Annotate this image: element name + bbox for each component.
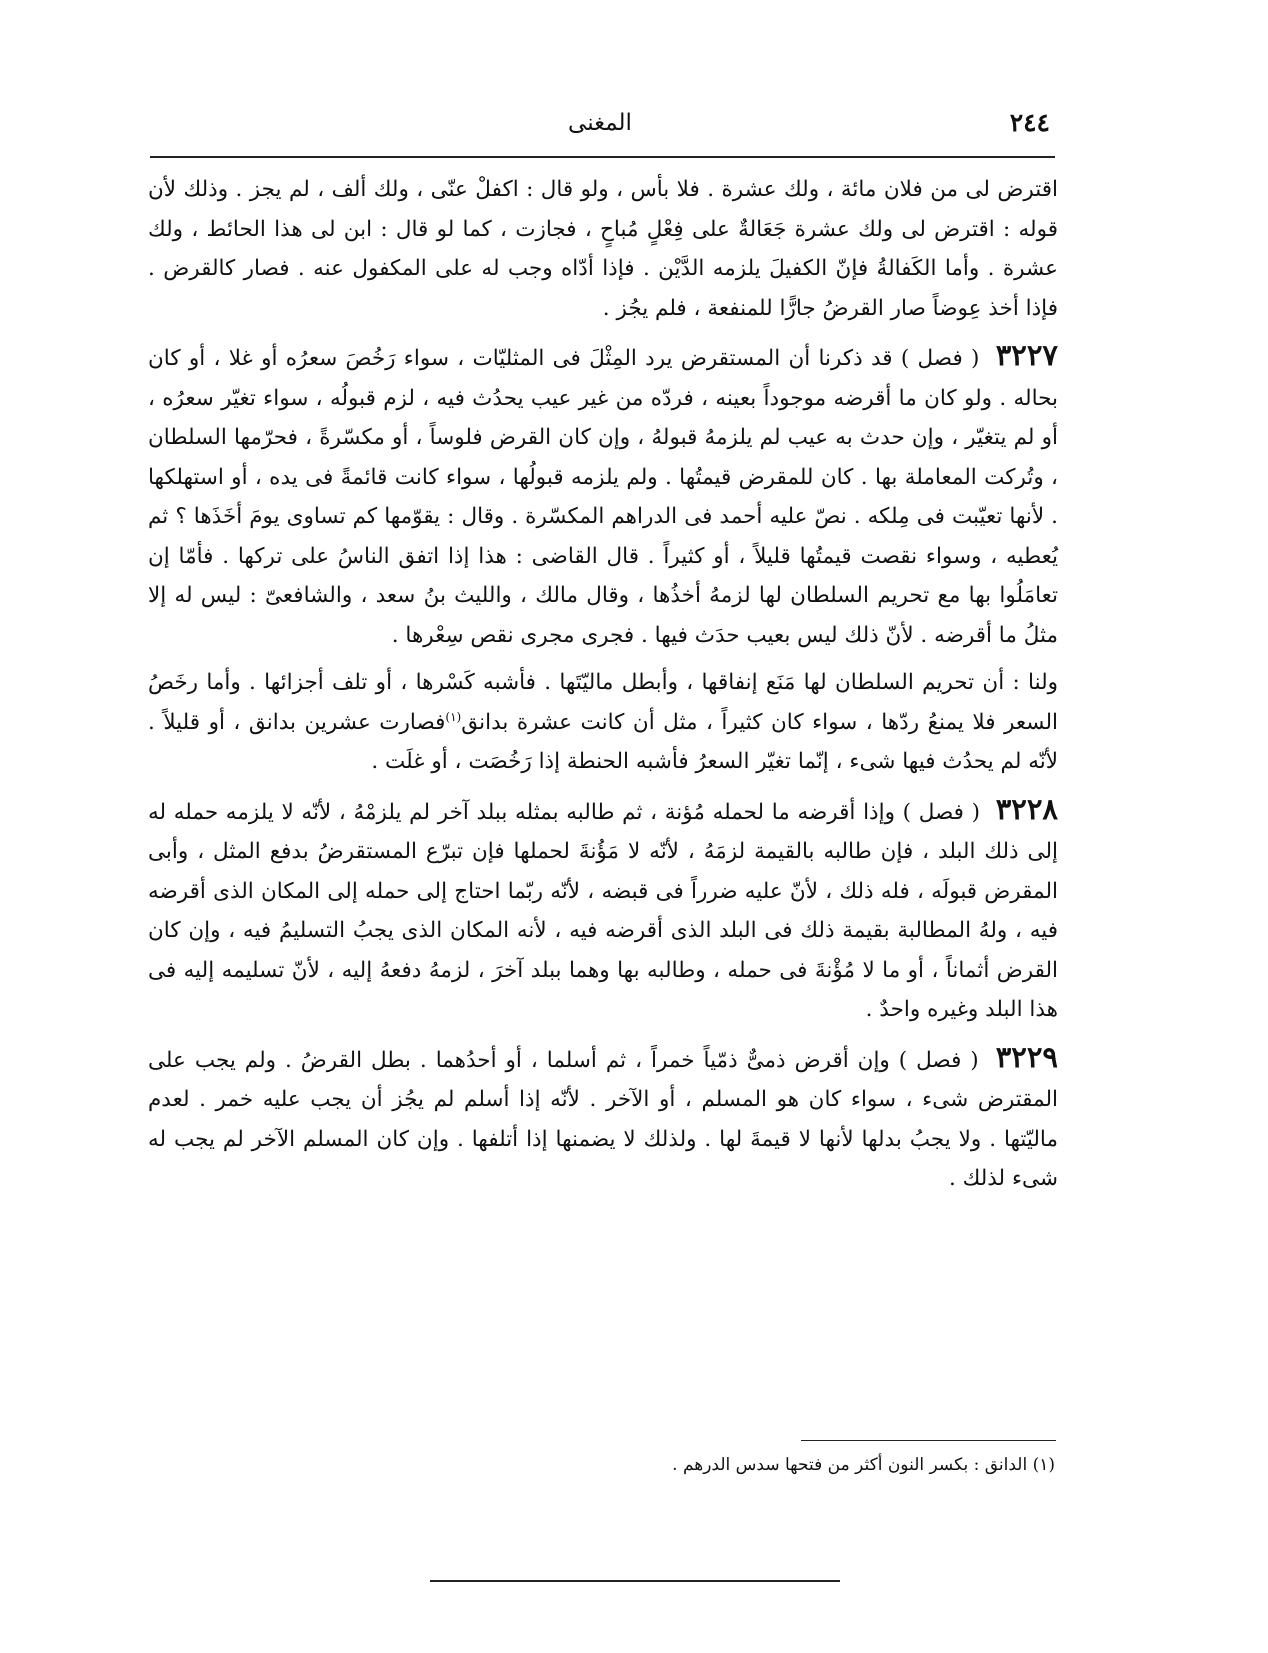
footnote: (١) الدانق : بكسر النون أكثر من فتحها سدس الدرهم . (672, 1455, 1055, 1475)
paragraph (148, 336, 1058, 655)
paragraph-text: اقترض لى من فلان مائة ، ولك عشرة . فلا بأس ، ولو قال : اكفلْ عنّى ، ولك ألف ، لم يجز . وذلك لأن قوله : اقترض لى ولك عشرة جَعَالةٌ على فِعْلٍ مُباحٍ ، فجازت ، كما لو قال : ابن لى هذا الحائط ، ولك عشرة . وأما الكَفالةُ فإنّ الكفيلَ يلزمه الدَّيْن . فإذا أدّاه وجب له على المكفول عنه . فصار كالقرض . فإذا أخذ عِوضاً صار القرضُ جارًّا للمنفعة ، فلم يجُز . (148, 177, 1058, 321)
body-text (148, 170, 1058, 1199)
paragraph (148, 170, 1058, 328)
section-number: ٣٢٢٧ (995, 338, 1058, 372)
paragraph-text: ولنا : أن تحريم السلطان لها مَنَع إنفاقها ، وأبطل ماليّتَها . فأشبه كَسْرها ، أو تلف أجزائها . وأما رخَصُ السعر فلا يمنعُ ردّها ، سواء كان كثيراً ، مثل أن كانت عشرة بدانق (148, 670, 1058, 735)
paragraph-text: فصارت عشرين بدانق ، أو قليلاً . لأنّه لم يحدُث فيها شىء ، إنّما تغيّر السعرُ فأشبه الحنطة إذا رَخُصَت ، أو غلَت . (148, 709, 1058, 774)
header-divider (150, 156, 1055, 158)
footnote-divider (801, 1440, 1056, 1441)
page-number: ٢٤٤ (1009, 108, 1050, 137)
footer-divider (430, 1580, 840, 1582)
paragraph-text: ( فصل ) وإذا أقرضه ما لحمله مُؤنة ، ثم طالبه بمثله ببلد آخر لم يلزمْهُ ، لأنّه لا يلزمه حمله له إلى ذلك البلد ، فإن طالبه بالقيمة لزمَهُ ، لأنّه لا مَؤُنةَ لحملها فإن تبرّع المستقرضُ بدفع المثل ، وأبى المقرض قبولَه ، فله ذلك ، لأنّ عليه ضرراً فى قبضه ، لأنّه ربّما احتاج إلى حمله إلى المكان الذى أقرضه فيه ، ولهُ المطالبة بقيمة ذلك فى البلد الذى أقرضه فيه ، لأنه المكان الذى يجبُ التسليمُ فيه ، وإن كان القرض أثماناً ، أو ما لا مُؤْنةَ فى حمله ، وطالبه بها وهما ببلد آخرَ ، لزمهُ دفعهُ إليه ، لأنّ تسليمه إليه فى هذا البلد وغيره واحدٌ . (148, 799, 1058, 1022)
paragraph-text: ( فصل ) وإن أقرض ذمىٌّ ذمّياً خمراً ، ثم أسلما ، أو أحدُهما . بطل القرضُ . ولم يجب على المقترض شىء ، سواء كان هو المسلم ، أو الآخر . لأنّه إذا أسلم لم يجُز أن يجب عليه خمر . لعدم ماليّتها . ولا يجبُ بدلها لأنها لا قيمةَ لها . ولذلك لا يضمنها إذا أتلفها . وإن كان المسلم الآخر لم يجب له شىء لذلك . (148, 1047, 1058, 1191)
page-header (150, 108, 1050, 148)
section-number: ٣٢٢٩ (995, 1039, 1058, 1074)
paragraph (148, 1038, 1058, 1199)
footnote-marker[interactable]: (١) (445, 709, 462, 724)
paragraph (148, 663, 1058, 782)
running-title: المغنى (568, 110, 632, 136)
paragraph-text: ( فصل ) قد ذكرنا أن المستقرض يرد المِثْلَ فى المثليّات ، سواء رَخُصَ سعرُه أو غلا ، أو كان بحاله . ولو كان ما أقرضه موجوداً بعينه ، فردّه من غير عيب يحدُث فيه ، لزم قبولُه ، سواء تغيّر سعرُه ، أو لم يتغيّر ، وإن حدث به عيب لم يلزمهُ قبولهُ ، وإن كان القرض فلوساً ، أو مكسّرةً ، فحرّمها السلطان ، وتُركت المعاملة بها . كان للمقرض قيمتُها . ولم يلزمه قبولُها ، سواء كانت قائمةً فى يده ، أو استهلكها . لأنها تعيّبت فى مِلكه . نصّ عليه أحمد فى الدراهم المكسّرة . وقال : يقوّمها كم تساوى يومَ أخَذَها ؟ ثم يُعطيه ، وسواء نقصت قيمتُها قليلاً ، أو كثيراً . قال القاضى : هذا إذا اتفق الناسُ على تركها . فأمّا إن تعامَلُوا بها مع تحريم السلطان لها لزمهُ أخذُها ، وقال مالك ، والليث بنُ سعد ، والشافعىّ : ليس له إلا مثلُ ما أقرضه . لأنّ ذلك ليس بعيب حدَث فيها . فجرى مجرى نقص سِعْرها . (148, 346, 1058, 648)
paragraph (148, 790, 1058, 1030)
section-number: ٣٢٢٨ (995, 791, 1058, 826)
